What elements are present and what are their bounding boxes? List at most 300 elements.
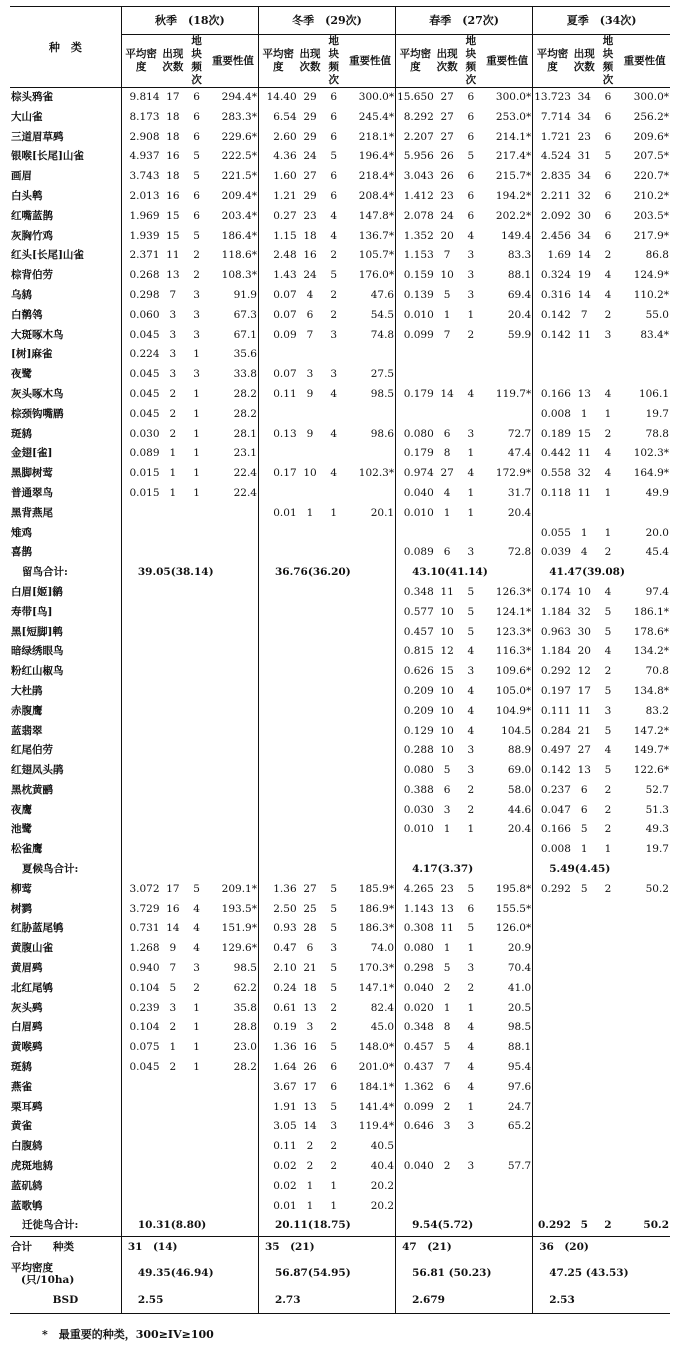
occurrence-cell: 16 (166, 189, 180, 202)
importance-cell: 95.4 (507, 1061, 532, 1074)
importance-cell: 35.8 (233, 1001, 257, 1014)
occurrence-cell: 11 (577, 486, 591, 499)
table-row (10, 444, 670, 464)
density-cell: 0.308 (396, 919, 435, 939)
plot-frequency-cell: 3 (604, 704, 612, 717)
species-name: 赤腹鹰 (11, 704, 43, 717)
plot-frequency-cell: 6 (604, 130, 612, 143)
importance-cell: 109.6* (495, 665, 532, 678)
importance-cell (619, 1157, 670, 1177)
plot-frequency-cell: 4 (193, 942, 200, 955)
occurrence-cell (298, 741, 323, 761)
species-total-row-label: 合计 种类 (10, 1237, 121, 1260)
occurrence-cell: 10 (440, 605, 454, 618)
density-cell: 0.292 (533, 880, 572, 900)
importance-cell (619, 1098, 670, 1118)
occurrence-cell: 3 (169, 328, 177, 341)
occurrence-cell: 2 (169, 1021, 177, 1034)
occurrence-cell: 3 (169, 308, 177, 321)
density-cell (258, 603, 297, 623)
occurrence-cell (435, 1197, 460, 1217)
density-cell: 0.457 (396, 623, 435, 643)
plot-frequency-cell: 6 (467, 130, 475, 143)
importance-cell (345, 840, 396, 860)
density-cell (121, 781, 160, 801)
plot-frequency-cell (460, 840, 483, 860)
importance-cell (345, 623, 396, 643)
table-row (10, 840, 670, 860)
occurrence-cell (161, 1177, 186, 1197)
plot-frequency-cell: 1 (193, 467, 200, 480)
table-row (10, 939, 670, 959)
importance-cell: 98.5 (233, 962, 257, 975)
plot-frequency-cell (322, 761, 345, 781)
density-total-row-label (10, 1259, 121, 1289)
occurrence-cell (298, 662, 323, 682)
occurrence-cell (572, 999, 597, 1019)
plot-frequency-cell: 1 (193, 1001, 200, 1014)
table-row (10, 900, 670, 920)
density-cell: 2.207 (396, 128, 435, 148)
sub-header-plot-frequency: 地块频次 (322, 35, 345, 88)
occurrence-cell: 27 (440, 110, 454, 123)
importance-cell: 62.2 (233, 981, 257, 994)
plot-frequency-cell (322, 583, 345, 603)
importance-cell (345, 741, 396, 761)
sub-header-plot-frequency: 地块频次 (597, 35, 620, 88)
plot-frequency-cell: 5 (604, 605, 612, 618)
species-total-row-value: 36 (20) (533, 1237, 670, 1260)
density-cell: 0.189 (533, 425, 572, 445)
occurrence-cell: 25 (303, 902, 317, 915)
importance-cell: 72.8 (507, 546, 532, 559)
density-cell (533, 1117, 572, 1137)
occurrence-cell: 17 (303, 1080, 317, 1093)
plot-frequency-cell: 1 (193, 427, 200, 440)
importance-cell: 47.4 (507, 447, 532, 460)
density-total-row (10, 1259, 670, 1289)
occurrence-cell: 15 (166, 209, 180, 222)
importance-cell (345, 662, 396, 682)
density-cell: 0.129 (396, 722, 435, 742)
occurrence-cell: 1 (443, 823, 451, 836)
occurrence-cell (572, 1078, 597, 1098)
plot-frequency-cell: 4 (330, 229, 338, 242)
density-cell: 2.092 (533, 207, 572, 227)
occurrence-cell: 1 (443, 506, 451, 519)
plot-frequency-cell (597, 939, 620, 959)
density-cell: 0.015 (121, 464, 160, 484)
plot-frequency-cell: 1 (330, 1179, 338, 1192)
importance-cell (619, 1177, 670, 1197)
density-cell: 0.02 (258, 1157, 297, 1177)
plot-frequency-cell (322, 345, 345, 365)
density-cell (533, 939, 572, 959)
plot-frequency-cell: 5 (193, 882, 200, 895)
table-row (10, 702, 670, 722)
density-cell: 0.316 (533, 286, 572, 306)
density-cell (121, 1078, 160, 1098)
plot-frequency-cell (322, 543, 345, 563)
density-total-row-label-line: (只/10ha) (21, 1274, 75, 1287)
occurrence-cell: 21 (303, 962, 317, 975)
importance-cell: 201.0* (358, 1061, 395, 1074)
importance-cell: 147.1* (358, 981, 395, 994)
occurrence-cell: 26 (440, 170, 454, 183)
importance-cell (345, 405, 396, 425)
plot-frequency-cell: 3 (467, 764, 475, 777)
plot-frequency-cell: 4 (604, 387, 612, 400)
density-cell: 0.020 (396, 999, 435, 1019)
occurrence-cell (572, 959, 597, 979)
importance-cell (619, 1058, 670, 1078)
table-row (10, 385, 670, 405)
plot-frequency-cell: 3 (467, 288, 475, 301)
season-header-winter: 冬季 (29次) (258, 7, 395, 35)
plot-frequency-cell: 6 (193, 91, 200, 103)
occurrence-cell: 26 (440, 150, 454, 163)
plot-frequency-cell: 3 (330, 1120, 338, 1133)
occurrence-cell: 6 (306, 308, 314, 321)
density-cell (533, 919, 572, 939)
plot-frequency-cell: 2 (330, 288, 338, 301)
occurrence-cell: 1 (306, 1179, 314, 1192)
importance-cell: 20.1 (370, 506, 395, 519)
species-name: 银喉[长尾]山雀 (11, 150, 84, 163)
table-row (10, 722, 670, 742)
importance-cell: 221.5* (221, 170, 257, 183)
density-cell (121, 1197, 160, 1217)
occurrence-cell (572, 1197, 597, 1217)
density-cell: 1.69 (533, 246, 572, 266)
occurrence-cell: 7 (443, 249, 451, 262)
density-cell (533, 1098, 572, 1118)
density-cell (258, 741, 297, 761)
density-cell: 0.11 (258, 385, 297, 405)
occurrence-cell (161, 543, 186, 563)
subtotal-label: 迁徙鸟合计: (22, 1219, 79, 1232)
plot-frequency-cell: 1 (330, 506, 338, 519)
plot-frequency-cell: 4 (467, 1061, 475, 1074)
species-name: 黄腹山雀 (11, 942, 53, 955)
season-header-autumn: 秋季 (18次) (121, 7, 258, 35)
occurrence-cell: 11 (577, 328, 591, 341)
table-row (10, 147, 670, 167)
importance-cell: 97.4 (645, 585, 669, 598)
importance-cell (208, 781, 259, 801)
importance-cell (619, 345, 670, 365)
density-cell: 0.099 (396, 1098, 435, 1118)
plot-frequency-cell (460, 405, 483, 425)
plot-frequency-cell: 6 (467, 189, 475, 202)
importance-cell: 300.0* (633, 91, 669, 103)
importance-cell: 20.4 (507, 308, 532, 321)
importance-cell: 256.2* (633, 110, 669, 123)
occurrence-cell: 16 (166, 902, 180, 915)
density-cell (533, 999, 572, 1019)
density-total-row-value: 47.25 (43.53) (533, 1259, 670, 1289)
species-name: 红嘴蓝鹊 (11, 209, 53, 222)
table-row (10, 741, 670, 761)
importance-cell: 184.1* (358, 1080, 395, 1093)
importance-cell: 210.2* (633, 189, 669, 202)
plot-frequency-cell: 3 (193, 288, 200, 301)
plot-frequency-cell: 5 (330, 922, 338, 935)
density-cell: 7.714 (533, 108, 572, 128)
density-cell: 0.07 (258, 286, 297, 306)
occurrence-cell: 7 (580, 308, 588, 321)
occurrence-cell (572, 504, 597, 524)
density-cell: 0.457 (396, 1038, 435, 1058)
plot-frequency-cell (185, 1157, 208, 1177)
occurrence-cell: 10 (440, 684, 454, 697)
table-row (10, 128, 670, 148)
plot-frequency-cell: 6 (604, 229, 612, 242)
importance-cell: 186.4* (221, 229, 257, 242)
occurrence-cell: 12 (577, 665, 591, 678)
density-cell: 6.54 (258, 108, 297, 128)
plot-frequency-cell: 4 (193, 902, 200, 915)
density-cell (258, 820, 297, 840)
occurrence-cell: 14 (166, 922, 180, 935)
plot-frequency-cell (322, 801, 345, 821)
plot-frequency-cell: 6 (330, 130, 338, 143)
density-cell: 0.268 (121, 266, 160, 286)
plot-frequency-cell (597, 1197, 620, 1217)
occurrence-cell (572, 1117, 597, 1137)
occurrence-cell: 32 (577, 189, 591, 202)
importance-cell: 88.1 (507, 1041, 532, 1054)
plot-frequency-cell: 6 (330, 1061, 338, 1074)
plot-frequency-cell: 1 (467, 823, 475, 836)
importance-cell (482, 345, 533, 365)
occurrence-cell: 1 (580, 407, 588, 420)
species-name: 大杜鹃 (11, 684, 43, 697)
importance-cell: 88.1 (507, 269, 532, 282)
density-cell: 0.388 (396, 781, 435, 801)
importance-cell: 119.7* (495, 387, 532, 400)
importance-cell: 72.7 (507, 427, 532, 440)
density-cell (258, 524, 297, 544)
species-name: 画眉 (11, 170, 32, 183)
plot-frequency-cell: 5 (604, 625, 612, 638)
plot-frequency-cell: 3 (193, 328, 200, 341)
density-cell (396, 840, 435, 860)
occurrence-cell: 24 (440, 209, 454, 222)
plot-frequency-cell (460, 524, 483, 544)
importance-cell: 24.7 (507, 1100, 532, 1113)
occurrence-cell (161, 1157, 186, 1177)
occurrence-cell: 4 (580, 546, 588, 559)
subtotal-summer-cell: 0.292 (533, 1216, 572, 1236)
plot-frequency-cell: 5 (193, 229, 200, 242)
occurrence-cell: 6 (443, 427, 451, 440)
plot-frequency-cell: 1 (467, 308, 475, 321)
importance-cell: 19.7 (645, 407, 669, 420)
importance-cell: 136.7* (358, 229, 395, 242)
occurrence-cell: 6 (443, 546, 451, 559)
plot-frequency-cell: 2 (604, 665, 612, 678)
importance-cell (482, 524, 533, 544)
species-name: 灰头鹀 (11, 1001, 43, 1014)
occurrence-cell: 1 (306, 506, 314, 519)
occurrence-cell (435, 840, 460, 860)
density-cell: 2.013 (121, 187, 160, 207)
subtotal-value: 4.17(3.37) (396, 860, 533, 880)
importance-cell: 207.5* (633, 150, 669, 163)
plot-frequency-cell (322, 662, 345, 682)
species-name: 白眉鹀 (11, 1021, 43, 1034)
importance-cell: 178.6* (633, 625, 669, 638)
plot-frequency-cell: 3 (604, 328, 612, 341)
density-cell: 0.437 (396, 1058, 435, 1078)
species-total-row (10, 1237, 670, 1260)
density-cell (533, 1197, 572, 1217)
occurrence-cell: 1 (169, 1041, 177, 1054)
bsd-row-label: BSD (10, 1289, 121, 1314)
importance-cell: 67.3 (233, 308, 257, 321)
importance-cell (345, 345, 396, 365)
density-cell: 0.09 (258, 326, 297, 346)
importance-cell: 98.5 (507, 1021, 532, 1034)
importance-cell (619, 1078, 670, 1098)
plot-frequency-cell: 2 (330, 1140, 338, 1153)
sub-header-occurrence: 出现次数 (298, 35, 323, 88)
plot-frequency-cell: 6 (330, 91, 338, 103)
occurrence-cell: 18 (303, 229, 317, 242)
occurrence-cell: 2 (306, 1160, 314, 1173)
subtotal-value: 9.54(5.72) (396, 1216, 533, 1236)
occurrence-cell: 34 (577, 229, 591, 242)
occurrence-cell: 10 (303, 467, 317, 480)
importance-cell: 229.6* (221, 130, 257, 143)
plot-frequency-cell (185, 1177, 208, 1197)
table-body (10, 88, 670, 1314)
importance-cell: 98.5 (370, 387, 395, 400)
plot-frequency-cell: 5 (330, 1100, 338, 1113)
density-cell: 0.008 (533, 405, 572, 425)
density-cell (396, 1177, 435, 1197)
occurrence-cell (572, 1098, 597, 1118)
plot-frequency-cell: 2 (604, 546, 612, 559)
occurrence-cell (435, 345, 460, 365)
importance-cell (208, 741, 259, 761)
importance-cell (345, 642, 396, 662)
density-cell (121, 761, 160, 781)
importance-cell (208, 840, 259, 860)
table-row (10, 1038, 670, 1058)
occurrence-cell (572, 1018, 597, 1038)
occurrence-cell: 5 (580, 882, 588, 895)
plot-frequency-cell: 4 (604, 269, 612, 282)
plot-frequency-cell: 5 (330, 1041, 338, 1054)
importance-cell: 123.3* (495, 625, 532, 638)
importance-cell: 215.7* (495, 170, 532, 183)
occurrence-cell: 31 (577, 150, 591, 163)
occurrence-cell (161, 840, 186, 860)
species-header: 种 类 (10, 7, 121, 88)
density-cell: 0.010 (396, 306, 435, 326)
plot-frequency-cell (322, 682, 345, 702)
importance-cell (208, 623, 259, 643)
plot-frequency-cell: 4 (467, 1080, 475, 1093)
density-cell (533, 1038, 572, 1058)
occurrence-cell: 17 (577, 684, 591, 697)
occurrence-cell: 7 (169, 962, 177, 975)
plot-frequency-cell: 3 (467, 744, 475, 757)
plot-frequency-cell: 1 (193, 1061, 200, 1074)
sub-header-occurrence: 出现次数 (161, 35, 186, 88)
density-cell: 0.940 (121, 959, 160, 979)
species-name: 三道眉草鹀 (11, 130, 64, 143)
plot-frequency-cell: 5 (330, 981, 338, 994)
plot-frequency-cell (597, 900, 620, 920)
density-cell: 0.07 (258, 365, 297, 385)
density-cell: 1.268 (121, 939, 160, 959)
occurrence-cell (572, 1157, 597, 1177)
importance-cell (482, 1137, 533, 1157)
plot-frequency-cell: 1 (193, 348, 200, 361)
density-cell: 0.080 (396, 761, 435, 781)
subtotal-summer-cell: 50.2 (643, 1219, 669, 1232)
table-row (10, 781, 670, 801)
density-cell: 0.166 (533, 820, 572, 840)
importance-cell: 88.9 (507, 744, 532, 757)
occurrence-cell: 16 (303, 249, 317, 262)
occurrence-cell: 2 (169, 407, 177, 420)
importance-cell: 186.9* (358, 902, 395, 915)
species-name: 暗绿绣眼鸟 (11, 645, 64, 658)
plot-frequency-cell: 6 (467, 902, 475, 915)
species-name: 斑鸫 (11, 1061, 32, 1074)
importance-cell (208, 543, 259, 563)
occurrence-cell: 1 (306, 1199, 314, 1212)
importance-cell (345, 722, 396, 742)
occurrence-cell: 3 (306, 368, 314, 381)
occurrence-cell: 3 (443, 803, 451, 816)
density-cell (533, 345, 572, 365)
density-cell: 0.060 (121, 306, 160, 326)
occurrence-cell: 23 (440, 882, 454, 895)
occurrence-cell (161, 820, 186, 840)
importance-cell: 119.4* (358, 1120, 395, 1133)
species-name: 白眉[姬]鹟 (11, 585, 63, 598)
importance-cell (619, 1197, 670, 1217)
density-cell: 0.292 (533, 662, 572, 682)
plot-frequency-cell (185, 662, 208, 682)
occurrence-cell: 29 (303, 130, 317, 143)
importance-cell (482, 405, 533, 425)
occurrence-cell: 18 (166, 170, 180, 183)
density-cell (258, 583, 297, 603)
density-cell (533, 959, 572, 979)
importance-cell: 104.5 (501, 724, 532, 737)
density-cell: 2.50 (258, 900, 297, 920)
density-cell: 1.412 (396, 187, 435, 207)
plot-frequency-cell (322, 484, 345, 504)
importance-cell: 218.4* (358, 170, 395, 183)
plot-frequency-cell: 5 (467, 922, 475, 935)
table-row (10, 88, 670, 108)
density-cell: 0.626 (396, 662, 435, 682)
occurrence-cell (161, 524, 186, 544)
importance-cell: 20.0 (645, 526, 669, 539)
importance-cell: 41.0 (507, 981, 532, 994)
plot-frequency-cell (322, 623, 345, 643)
occurrence-cell: 1 (580, 843, 588, 856)
importance-cell: 82.4 (370, 1001, 395, 1014)
plot-frequency-cell: 4 (604, 645, 612, 658)
